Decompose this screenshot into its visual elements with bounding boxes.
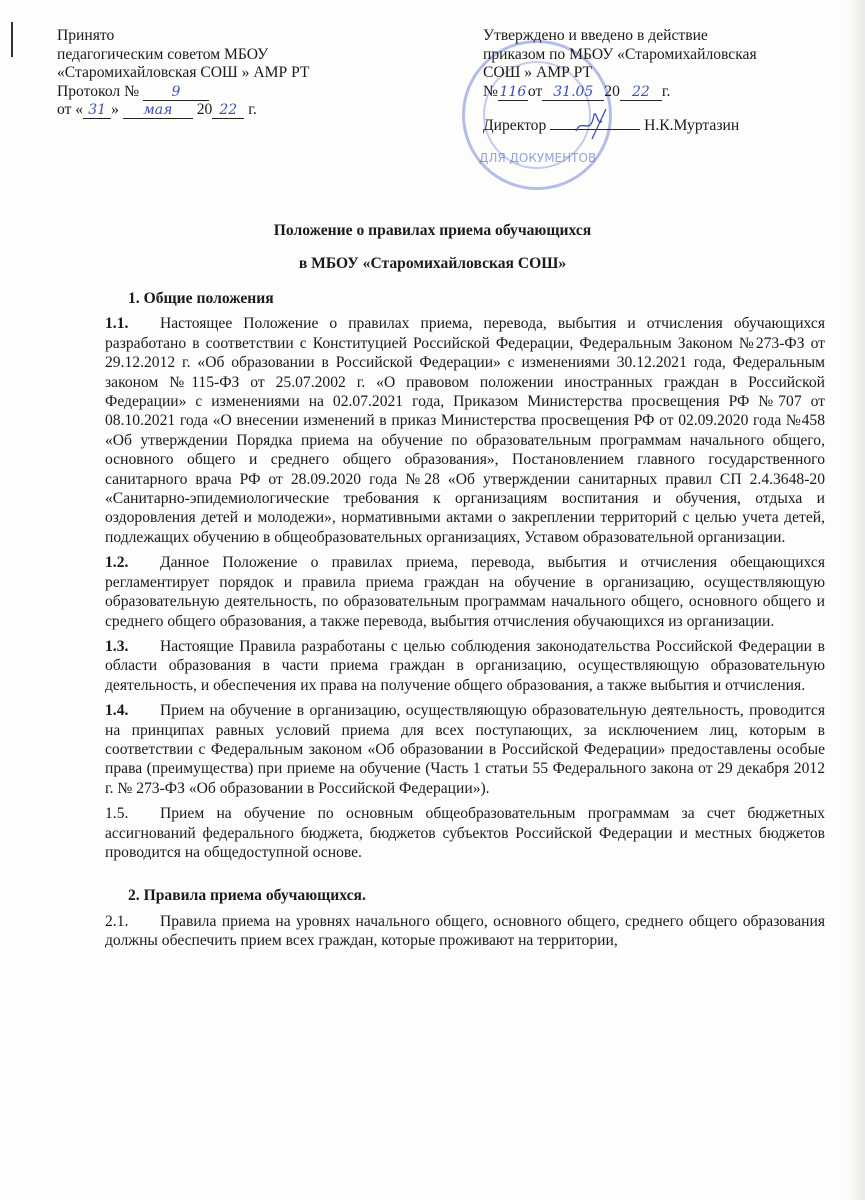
director-line: Директор Н.К.Муртазин	[483, 117, 757, 136]
order-number: 116	[499, 83, 527, 100]
section-heading: 1. Общие положения	[128, 290, 274, 307]
stamp-text: ДЛЯ ДОКУМЕНТОВ	[479, 151, 597, 165]
approval-block-left	[57, 27, 309, 120]
approval-line: «Старомихайловская СОШ » АМР РТ	[57, 64, 310, 82]
order-date: 31.05	[542, 85, 604, 101]
paragraph-1-4: 1.4. Прием на обучение в организацию, осуществляющую образовательную деятельность, проводится на принципах равных условий приема для всех поступающих, за исключением лиц, которым в соответствии с Федеральным законом «Об образовании в Российской Федерации» предоставлены особые права (преимущества) при приеме на обучение (Часть 1 статьи 55 Федерального закона от 29 декабря 2012 г. № 273-ФЗ «Об образовании в Российской Федерации»).	[105, 702, 825, 797]
order-year: 22	[620, 85, 662, 101]
paragraph-1-3: 1.3. Настоящие Правила разработаны с целью соблюдения законодательства Российской Федерации в области образования в части приема граждан в организацию, осуществляющую образовательную деятельность, и обеспечения их права на получение общего образования, а также выбытия и отчисления.	[105, 637, 825, 694]
section-heading: 2. Правила приема обучающихся.	[128, 887, 366, 905]
paragraph-1-5: 1.5. Прием на обучение по основным общеобразовательным программам за счет бюджетных ассигнований федерального бюджета, бюджетов субъектов Российской Федерации и местных бюджетов проводится на общедоступной основе.	[105, 805, 825, 861]
date-year: 22	[212, 103, 244, 119]
approval-block-right	[483, 27, 757, 136]
scan-margin-mark	[11, 22, 13, 57]
protocol-number: 9	[143, 85, 209, 101]
date-month: мая	[123, 103, 193, 119]
approval-line: Принято	[57, 27, 115, 44]
director-name: Н.К.Муртазин	[644, 117, 740, 135]
paragraph-1-1: 1.1. Настоящее Положение о правилах приема, перевода, выбытия и отчисления обучающихся разработано в соответствии с Конституцией Российской Федерации, Федеральным Законом №273-ФЗ от 29.12.2012 г. «Об образовании в Российской Федерации» с изменениями 30.12.2021 года, Федеральным законом №115-ФЗ от 25.07.2002 г. «О правовом положении иностранных граждан в Российской Федерации» с изменениями на 02.07.2021 года, Приказом Министерства просвещения РФ №707 от 08.10.2021 года «О внесении изменений в приказ Министерства просвещения РФ от 02.09.2020 года №458 «Об утверждении Порядка приема на обучение по образовательным программам начального общего, основного общего и среднего общего образования», Постановлением главного государственного санитарного врача РФ от 28.09.2020 года №28 «Об утверждении санитарных правил СП 2.4.3648-20 «Санитарно-эпидемиологические требования к организациям воспитания и обучения, отдыха и оздоровления детей и молодежи», нормативными актами о закреплении территорий с целью учета детей, подлежащих обучению в общеобразовательных организациях, Уставом образовательной организации.	[105, 315, 825, 546]
protocol-date-line: от « 31 » мая 20 22 г.	[57, 101, 257, 119]
signature-icon	[572, 107, 612, 141]
paragraph-1-2: 1.2. Данное Положение о правилах приема, перевода, выбытия и отчисления обещающихся регламентирует порядок и правила приема граждан на обучение в организацию, осуществляющую образовательную деятельность, по образовательным программам начального общего, основного общего и среднего общего образования, а также перевода, выбытия отчисления обучающихся из организации.	[105, 554, 825, 630]
order-line: № 116 от 31.05 20 22 г.	[483, 82, 671, 100]
document-body	[105, 289, 825, 957]
approval-line: приказом по МБОУ «Старомихайловская	[483, 45, 757, 63]
approval-line: СОШ » АМР РТ	[483, 64, 593, 82]
approval-line: педагогическим советом МБОУ	[57, 45, 269, 63]
director-signature	[550, 129, 640, 130]
scan-edge-shadow	[847, 0, 865, 1200]
document-subtitle: в МБОУ «Старомихайловская СОШ»	[298, 255, 567, 272]
date-day: 31	[83, 103, 111, 119]
approval-line: Утверждено и введено в действие	[483, 27, 708, 44]
paragraph-2-1: 2.1. Правила приема на уровнях начального общего, основного общего, среднего общего образования должны обеспечить прием всех граждан, которые проживают на территории,	[105, 912, 825, 950]
document-title: Положение о правилах приема обучающихся	[273, 222, 592, 239]
protocol-line: Протокол № 9	[57, 83, 309, 102]
